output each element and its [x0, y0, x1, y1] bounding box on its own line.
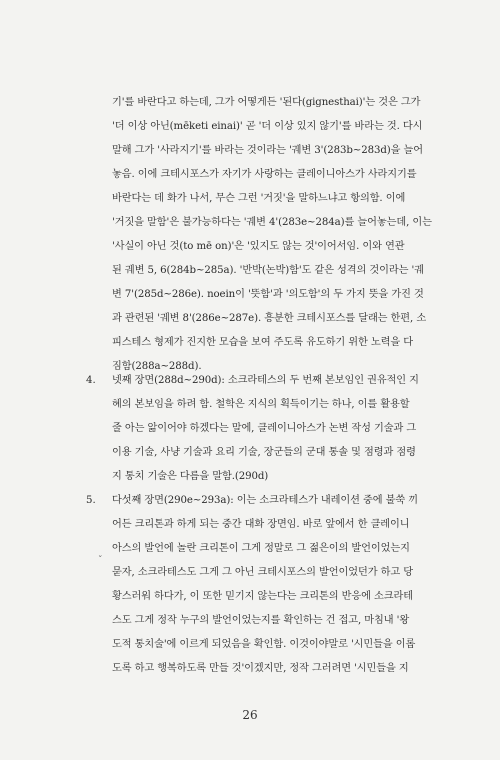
- text-line: 말해 그가 '사라지기'를 바라는 것이라는 '궤변 3'(283b~283d)을 늘어: [112, 145, 424, 156]
- text-line: '거짓을 말함'은 불가능하다는 '궤변 4'(283e~284a)를 늘어놓는데, 이는: [112, 217, 432, 228]
- text-line: 혜의 본보임을 하려 함. 철학은 지식의 획득이기는 하나, 이를 활용할: [112, 399, 410, 410]
- text-line: 피스테스 형제가 진지한 모습을 보여 주도록 유도하기 위한 노력을 다: [112, 337, 413, 348]
- text-line: 바란다는 데 화가 나서, 무슨 그런 '거짓'을 말하느냐고 항의함. 이에: [112, 193, 406, 204]
- page-number: 26: [242, 708, 258, 722]
- text-line: 도록 하고 행복하도록 만들 것'이겠지만, 정작 그러려면 '시민들을 지: [112, 663, 409, 674]
- text-line: 도적 통치술'에 이르게 되었음을 확인함. 이것이야말로 '시민들을 이롭: [112, 639, 416, 650]
- text-line: 놓음. 이에 크테시포스가 자기가 사랑하는 클레이니아스가 사라지기를: [112, 169, 417, 180]
- text-line: 다섯째 장면(290e~293a): 이는 소크라테스가 내레이션 중에 불쑥 끼: [112, 495, 418, 506]
- text-line: 어든 크리톤과 하게 되는 중간 대화 장면임. 바로 앞에서 한 클레이니: [112, 519, 410, 530]
- text-line: 이용 기술, 사냥 기술과 요리 기술, 장군들의 군대 통솔 및 점령과 점령: [112, 447, 416, 458]
- text-line: 지 통치 기술은 다름을 말함.(290d): [112, 471, 269, 482]
- text-line: '더 이상 아닌(mēketi einai)' 곧 '더 이상 있지 않기'를 바라는 것. 다시: [112, 121, 423, 132]
- text-line: 황스러워 하다가, 이 또한 믿기지 않는다는 크리톤의 반응에 소크라테: [112, 591, 413, 602]
- text-line: 변 7'(285d~286e). noein이 '뜻함'과 '의도함'의 두 가지 뜻을 가진 것: [112, 289, 424, 300]
- item-number: 5.: [86, 495, 96, 506]
- text-line: '사실이 아닌 것(to mē on)'은 '있지도 않는 것'이어서임. 이와 연관: [112, 241, 405, 252]
- text-line: 묻자, 소크라테스도 그게 그 아닌 크테시포스의 발언이었던가 하고 당: [112, 567, 413, 578]
- text-line: 줄 아는 앎이어야 하겠다는 말에, 클레이니아스가 논변 작성 기술과 그: [112, 423, 417, 434]
- text-line: 아스의 발언에 놀란 크리톤이 그게 정말로 그 젊은이의 발언이었는지: [112, 543, 410, 554]
- item-number: 4.: [86, 375, 96, 386]
- text-line: 된 궤변 5, 6(284b~285a). '반박(논박)함'도 같은 성격의 것이라는 '궤: [112, 265, 424, 276]
- text-line: 짐함(288a~288d).: [112, 361, 202, 372]
- text-line: 기'를 바란다고 하는데, 그가 어떻게든 '된다(gignesthai)'는 것은 그가: [112, 97, 421, 108]
- text-line: 스도 그게 정작 누구의 발언이었는지를 확인하는 건 접고, 마침내 '왕: [112, 615, 410, 626]
- text-line: 과 관련된 '궤변 8'(286e~287e). 흥분한 크테시포스를 달래는 한편, 소: [112, 313, 427, 324]
- text-line: 넷째 장면(288d~290d): 소크라테스의 두 번째 본보임인 권유적인 지: [112, 375, 419, 386]
- stray-mark: ˇ: [98, 556, 103, 566]
